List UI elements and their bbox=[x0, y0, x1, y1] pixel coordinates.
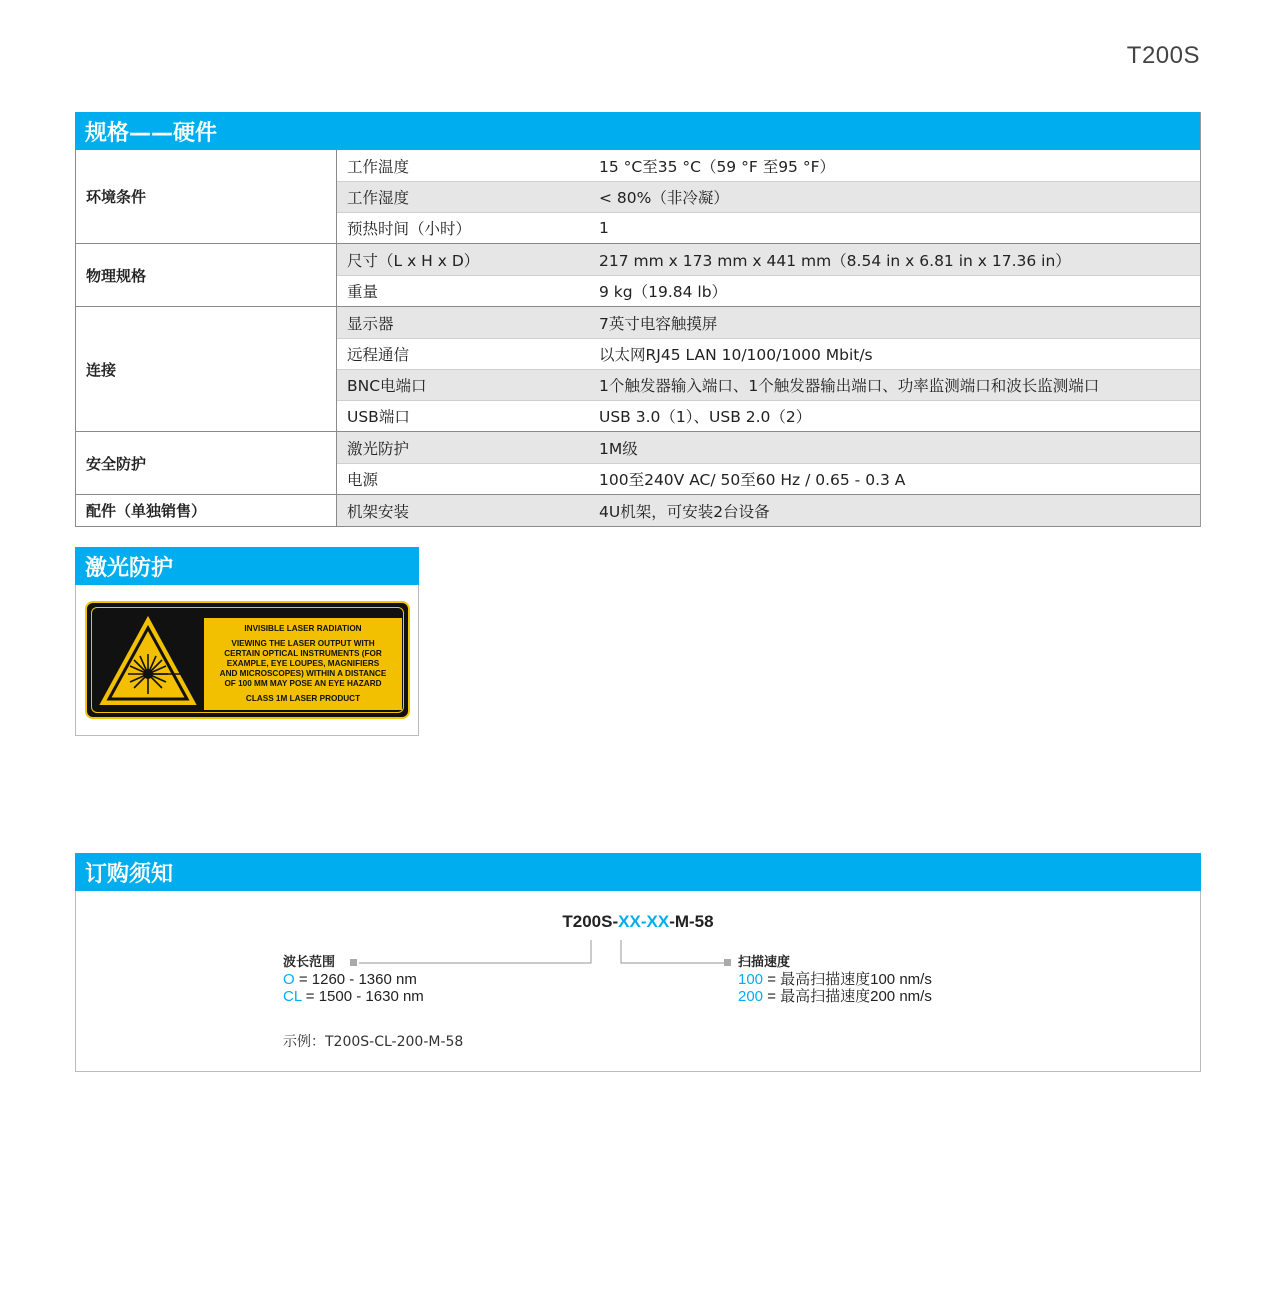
option-desc: = 最高扫描速度200 nm/s bbox=[763, 988, 932, 1005]
spec-group-environment bbox=[75, 150, 1200, 244]
warning-line: INVISIBLE LASER RADIATION bbox=[244, 624, 362, 633]
row-key: 尺寸（L x H x D） bbox=[347, 251, 480, 270]
laser-warning-label-frame bbox=[91, 607, 404, 713]
row-value: 1 bbox=[599, 219, 609, 237]
spec-group-accessories bbox=[75, 495, 1200, 527]
laser-warning-label bbox=[85, 601, 410, 719]
spec-group-connectivity bbox=[75, 307, 1200, 432]
row-value: 1M级 bbox=[599, 439, 638, 458]
laser-title: 激光防护 bbox=[75, 547, 419, 585]
scan-speed-title: 扫描速度 bbox=[738, 955, 791, 970]
scan-speed-option bbox=[738, 971, 932, 988]
wavelength-options bbox=[283, 954, 424, 1005]
table-row bbox=[337, 275, 1200, 306]
group-label: 环境条件 bbox=[75, 150, 337, 243]
row-key: 预热时间（小时） bbox=[347, 220, 472, 238]
table-row bbox=[337, 181, 1200, 212]
table-row bbox=[337, 400, 1200, 431]
option-desc: = 最高扫描速度100 nm/s bbox=[763, 971, 932, 988]
connector-lines bbox=[76, 854, 1200, 974]
group-label: 安全防护 bbox=[75, 432, 337, 494]
row-value: 9 kg（19.84 lb） bbox=[599, 283, 728, 301]
pn-dash: - bbox=[640, 912, 647, 931]
table-row bbox=[337, 463, 1200, 494]
row-value: 7英寸电容触摸屏 bbox=[599, 314, 718, 333]
warning-line: AND MICROSCOPES) WITHIN A DISTANCE bbox=[219, 669, 387, 678]
pn-suffix: -M-58 bbox=[669, 912, 714, 931]
row-value: 4U机架，可安装2台设备 bbox=[599, 502, 770, 521]
scan-speed-option bbox=[738, 988, 932, 1005]
warning-line: OF 100 MM MAY POSE AN EYE HAZARD bbox=[224, 679, 382, 688]
row-value: 217 mm x 173 mm x 441 mm（8.54 in x 6.81 in x 17.36 in） bbox=[599, 251, 1071, 270]
group-label: 连接 bbox=[75, 307, 337, 431]
order-example: 示例：T200S-CL-200-M-58 bbox=[283, 1034, 464, 1050]
row-value: 1个触发器输入端口、1个触发器输出端口、功率监测端口和波长监测端口 bbox=[599, 377, 1100, 395]
row-key: 激光防护 bbox=[347, 439, 410, 458]
table-row bbox=[337, 244, 1200, 275]
spec-group-physical bbox=[75, 244, 1200, 307]
warning-line: CERTAIN OPTICAL INSTRUMENTS (FOR bbox=[224, 649, 382, 658]
row-value: 15 °C至35 °C（59 °F 至95 °F） bbox=[599, 157, 836, 176]
row-value: 100至240V AC/ 50至60 Hz / 0.65 - 0.3 A bbox=[599, 471, 906, 489]
group-label: 物理规格 bbox=[75, 244, 337, 306]
pn-wavelength-code: XX bbox=[618, 912, 641, 931]
order-title: 订购须知 bbox=[75, 853, 1201, 891]
laser-hazard-icon bbox=[98, 614, 198, 710]
warning-line: CLASS 1M LASER PRODUCT bbox=[245, 694, 361, 703]
ordering-panel bbox=[75, 853, 1201, 1072]
page-code: T200S bbox=[1126, 42, 1200, 69]
group-label: 配件（单独销售） bbox=[75, 495, 337, 526]
warning-line: EXAMPLE, EYE LOUPES, MAGNIFIERS bbox=[226, 659, 380, 668]
row-key: 电源 bbox=[347, 471, 379, 489]
warning-line: VIEWING THE LASER OUTPUT WITH bbox=[231, 639, 375, 648]
wavelength-title: 波长范围 bbox=[283, 955, 336, 970]
row-key: BNC电端口 bbox=[347, 377, 427, 395]
row-key: 工作温度 bbox=[347, 157, 410, 176]
laser-warning-text bbox=[204, 618, 402, 710]
table-row bbox=[337, 495, 1200, 526]
option-code: O bbox=[283, 971, 295, 988]
option-code: CL bbox=[283, 988, 302, 1005]
row-key: 显示器 bbox=[347, 314, 394, 333]
table-row bbox=[337, 338, 1200, 369]
table-row bbox=[337, 150, 1200, 181]
option-desc: = 1260 - 1360 nm bbox=[294, 971, 417, 988]
pn-speed-code: XX bbox=[646, 912, 670, 931]
row-value: USB 3.0（1）、USB 2.0（2） bbox=[599, 408, 812, 426]
wavelength-option bbox=[283, 988, 424, 1005]
table-row bbox=[337, 212, 1200, 243]
scan-speed-options bbox=[738, 954, 932, 1005]
option-desc: = 1500 - 1630 nm bbox=[301, 988, 424, 1005]
row-key: 远程通信 bbox=[347, 346, 410, 364]
row-key: 重量 bbox=[347, 283, 379, 301]
spec-table bbox=[75, 112, 1201, 527]
row-value: 以太网RJ45 LAN 10/100/1000 Mbit/s bbox=[599, 346, 873, 364]
laser-safety-panel bbox=[75, 547, 419, 736]
wavelength-option bbox=[283, 971, 424, 988]
row-value: < 80%（非冷凝） bbox=[599, 189, 729, 207]
row-key: 机架安装 bbox=[347, 502, 410, 521]
spec-group-safety bbox=[75, 432, 1200, 495]
pn-prefix: T200S- bbox=[562, 912, 619, 931]
table-row bbox=[337, 369, 1200, 400]
option-code: 200 bbox=[738, 988, 764, 1005]
row-key: USB端口 bbox=[347, 408, 410, 426]
row-key: 工作湿度 bbox=[347, 189, 410, 207]
spec-title: 规格——硬件 bbox=[75, 112, 1200, 150]
table-row bbox=[337, 307, 1200, 338]
option-code: 100 bbox=[738, 971, 764, 988]
table-row bbox=[337, 432, 1200, 463]
